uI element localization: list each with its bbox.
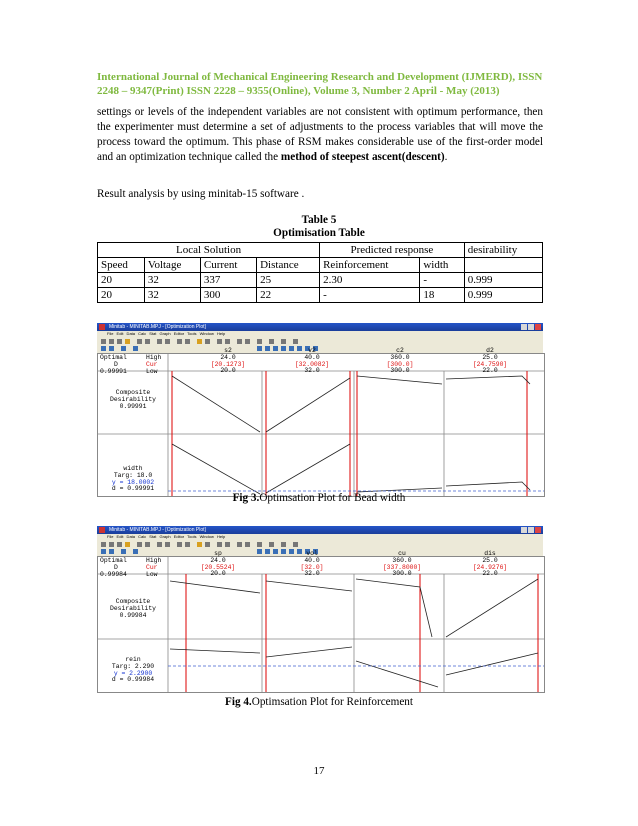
tool-icon[interactable] — [197, 542, 202, 547]
fig4-window-buttons — [521, 527, 541, 533]
factor-current: [32.0082] — [294, 360, 330, 368]
fig4-caption-label: Fig 4. — [225, 696, 252, 708]
page-number: 17 — [313, 765, 325, 777]
minimize-icon[interactable] — [521, 527, 527, 533]
tool-icon[interactable] — [121, 549, 126, 554]
tool-icon[interactable] — [237, 542, 242, 547]
fig4-caption — [0, 696, 638, 708]
table-title: Optimisation Table — [273, 227, 365, 239]
tool-icon[interactable] — [125, 339, 130, 344]
factor-current: [24.9276] — [472, 563, 508, 571]
fig3-optimization-plot — [97, 347, 545, 497]
tool-icon[interactable] — [205, 339, 210, 344]
factor-low: 300.0 — [392, 570, 412, 578]
tool-icon[interactable] — [101, 542, 106, 547]
tool-icon[interactable] — [109, 549, 114, 554]
fig4-menubar[interactable]: File Edit Data Calc Stat Graph Editor Tools Window Help — [97, 534, 543, 540]
col-width: width — [420, 258, 464, 273]
factor-name: dis — [484, 550, 496, 557]
minimize-icon[interactable] — [521, 324, 527, 330]
table-caption: Table 5 — [301, 214, 337, 226]
table-cell: 32 — [144, 273, 200, 288]
fig3-level-labels — [146, 355, 161, 375]
factor-name: v2 — [308, 347, 316, 354]
col-desirability — [464, 258, 542, 273]
response-name: rein — [125, 656, 141, 663]
table-cell: 20 — [98, 273, 145, 288]
fig4-d-value: 0.99984 — [100, 570, 127, 578]
group-desirability: desirability — [464, 243, 542, 258]
group-local-solution: Local Solution — [98, 243, 320, 258]
tool-icon[interactable] — [257, 339, 262, 344]
factor-high: 25.0 — [482, 353, 498, 361]
tool-icon[interactable] — [273, 549, 278, 554]
table-header-row — [98, 258, 543, 273]
factor-name: cu — [398, 550, 406, 557]
tool-icon[interactable] — [157, 542, 162, 547]
factor-low: 22.0 — [482, 367, 498, 375]
fig4-d-label: D — [114, 563, 118, 571]
composite-label: Composite — [115, 389, 151, 396]
response-y: y = 2.2900 — [113, 669, 153, 677]
fig3-window-title: Minitab - MINITAB.MPJ - [Optimization Plot] — [109, 324, 206, 330]
fig3-caption — [0, 492, 638, 504]
close-icon[interactable] — [535, 527, 541, 533]
tool-icon[interactable] — [125, 542, 130, 547]
col-speed: Speed — [98, 258, 145, 273]
maximize-icon[interactable] — [528, 324, 534, 330]
fig3-menubar[interactable]: File Edit Data Calc Stat Graph Editor Tools Window Help — [97, 331, 543, 337]
tool-icon[interactable] — [269, 542, 274, 547]
tool-icon[interactable] — [225, 339, 230, 344]
table-row — [98, 288, 543, 303]
factor-name: sp — [214, 550, 222, 557]
tool-icon[interactable] — [177, 339, 182, 344]
tool-icon[interactable] — [133, 346, 138, 351]
tool-icon[interactable] — [121, 346, 126, 351]
factor-low: 20.0 — [220, 367, 236, 375]
result-line: Result analysis by using minitab-15 software . — [97, 188, 305, 200]
optimisation-table — [97, 242, 543, 303]
response-y: y = 18.0002 — [111, 478, 155, 486]
table-cell: 0.999 — [464, 273, 542, 288]
factor-current: [300.0] — [386, 360, 414, 368]
fig4-response-block — [102, 657, 164, 684]
fig4-composite-block — [102, 599, 164, 619]
fig3-caption-text: Optimsation Plot for Bead width — [259, 492, 406, 504]
fig4-window-title: Minitab - MINITAB.MPJ - [Optimization Plot] — [109, 527, 206, 533]
tool-icon[interactable] — [257, 549, 262, 554]
tool-icon[interactable] — [145, 542, 150, 547]
factor-name: s2 — [224, 347, 232, 354]
composite-value: 0.99984 — [119, 611, 147, 619]
fig3-window-buttons — [521, 324, 541, 330]
table-cell: 2.30 — [320, 273, 420, 288]
tool-icon[interactable] — [281, 542, 286, 547]
response-target: Targ: 18.0 — [113, 471, 153, 479]
factor-high: 40.0 — [304, 556, 320, 564]
factor-low: 300.0 — [390, 367, 410, 375]
factor-high: 24.0 — [210, 556, 226, 564]
tool-icon[interactable] — [293, 542, 298, 547]
tool-icon[interactable] — [137, 542, 142, 547]
group-predicted-response: Predicted response — [320, 243, 465, 258]
tool-icon[interactable] — [109, 346, 114, 351]
tool-icon[interactable] — [217, 542, 222, 547]
table-cell: 20 — [98, 288, 145, 303]
tool-icon[interactable] — [165, 339, 170, 344]
factor-high: 360.0 — [392, 556, 412, 564]
fig3-titlebar — [97, 323, 543, 331]
factor-high: 360.0 — [390, 353, 410, 361]
fig3-composite-block — [102, 390, 164, 410]
table-cell: - — [320, 288, 420, 303]
factor-low: 32.0 — [304, 367, 320, 375]
desirability-label: Desirability — [109, 604, 157, 612]
col-reinforcement: Reinforcement — [320, 258, 420, 273]
tool-icon[interactable] — [197, 339, 202, 344]
fig4-level-labels — [146, 558, 161, 578]
fig4-optimal-label: Optimal — [100, 557, 127, 564]
fig4-cur-label: Cur — [146, 563, 158, 571]
fig4-factor-vol — [282, 551, 342, 578]
factor-current: [24.7590] — [472, 360, 508, 368]
minitab-app-icon — [99, 324, 105, 330]
fig3-factor-c2 — [370, 348, 430, 375]
composite-label: Composite — [115, 598, 151, 605]
factor-name: vol — [306, 550, 318, 557]
table-cell: 300 — [200, 288, 256, 303]
factor-high: 25.0 — [482, 556, 498, 564]
fig3-plot-grid — [98, 354, 544, 496]
fig4-factor-dis — [460, 551, 520, 578]
tool-icon[interactable] — [117, 339, 122, 344]
col-distance: Distance — [257, 258, 320, 273]
paragraph-end: . — [444, 151, 448, 163]
fig3-factor-s2 — [198, 348, 258, 375]
table-cell: 337 — [200, 273, 256, 288]
table-cell: - — [420, 273, 464, 288]
journal-header — [97, 70, 547, 98]
journal-header-line2: 2248 – 9347(Print) ISSN 2228 – 9355(Online), Volume 3, Number 2 April - May (2013) — [97, 85, 500, 97]
tool-icon[interactable] — [165, 542, 170, 547]
tool-icon[interactable] — [101, 339, 106, 344]
factor-current: [20.1273] — [210, 360, 246, 368]
fig4-titlebar — [97, 526, 543, 534]
response-target: Targ: 2.290 — [111, 662, 155, 670]
table-cell: 0.999 — [464, 288, 542, 303]
factor-current: [32.0] — [300, 563, 324, 571]
fig4-minitab-window — [97, 526, 543, 684]
factor-name: c2 — [396, 347, 404, 354]
tool-icon[interactable] — [281, 339, 286, 344]
factor-low: 32.0 — [304, 570, 320, 578]
fig3-optimal-block — [100, 355, 127, 375]
journal-header-line1: International Journal of Mechanical Engineering Research and Development (IJMERD), ISSN — [97, 71, 543, 83]
fig4-factor-sp — [188, 551, 248, 578]
fig3-d-value: 0.99991 — [100, 367, 127, 375]
table-row — [98, 273, 543, 288]
body-paragraph — [97, 105, 543, 165]
fig4-low-label: Low — [146, 570, 158, 578]
tool-icon[interactable] — [293, 339, 298, 344]
col-current: Current — [200, 258, 256, 273]
fig4-optimization-plot — [97, 550, 545, 693]
tool-icon[interactable] — [205, 542, 210, 547]
fig3-d-label: D — [114, 360, 118, 368]
tool-icon[interactable] — [273, 346, 278, 351]
factor-high: 24.0 — [220, 353, 236, 361]
tool-icon[interactable] — [117, 542, 122, 547]
tool-icon[interactable] — [265, 346, 270, 351]
fig3-response-block — [102, 466, 164, 493]
tool-icon[interactable] — [145, 339, 150, 344]
response-d: d = 0.99991 — [111, 485, 155, 493]
tool-icon[interactable] — [185, 339, 190, 344]
tool-icon[interactable] — [225, 542, 230, 547]
tool-icon[interactable] — [245, 339, 250, 344]
tool-icon[interactable] — [257, 542, 262, 547]
fig4-caption-text: Optimsation Plot for Reinforcement — [251, 696, 413, 708]
desirability-label: Desirability — [109, 395, 157, 403]
fig4-optimal-block — [100, 558, 127, 578]
table-cell: 22 — [257, 288, 320, 303]
fig4-high-label: High — [146, 557, 162, 564]
tool-icon[interactable] — [101, 346, 106, 351]
table-cell: 18 — [420, 288, 464, 303]
col-voltage: Voltage — [144, 258, 200, 273]
tool-icon[interactable] — [217, 339, 222, 344]
tool-icon[interactable] — [185, 542, 190, 547]
factor-current: [20.5524] — [200, 563, 236, 571]
tool-icon[interactable] — [237, 339, 242, 344]
fig3-factor-v2 — [282, 348, 342, 375]
factor-low: 22.0 — [482, 570, 498, 578]
tool-icon[interactable] — [137, 339, 142, 344]
response-d: d = 0.99984 — [111, 676, 155, 684]
tool-icon[interactable] — [157, 339, 162, 344]
fig3-low-label: Low — [146, 367, 158, 375]
tool-icon[interactable] — [101, 549, 106, 554]
tool-icon[interactable] — [177, 542, 182, 547]
composite-value: 0.99991 — [119, 402, 147, 410]
tool-icon[interactable] — [265, 549, 270, 554]
factor-current: [337.8000] — [382, 563, 422, 571]
fig3-minitab-window — [97, 323, 543, 493]
fig3-optimal-label: Optimal — [100, 354, 127, 361]
tool-icon[interactable] — [133, 549, 138, 554]
tool-icon[interactable] — [269, 339, 274, 344]
table-cell: 32 — [144, 288, 200, 303]
paragraph-text: settings or levels of the independent variables are not consistent with optimum performance, then the experimenter must determine a set of adjustments to the process variables that will move the process toward the optimum. This phase of RSM makes considerable use of the first-order model and an optimization technique called the — [97, 106, 543, 163]
tool-icon[interactable] — [109, 542, 114, 547]
table-group-row — [98, 243, 543, 258]
fig3-cur-label: Cur — [146, 360, 158, 368]
close-icon[interactable] — [535, 324, 541, 330]
table-cell: 25 — [257, 273, 320, 288]
fig3-high-label: High — [146, 354, 162, 361]
factor-low: 20.0 — [210, 570, 226, 578]
minitab-app-icon — [99, 527, 105, 533]
paragraph-bold-term: method of steepest ascent(descent) — [280, 151, 445, 163]
fig3-caption-label: Fig 3. — [232, 492, 260, 504]
factor-name: d2 — [486, 347, 494, 354]
tool-icon[interactable] — [245, 542, 250, 547]
fig4-factor-cu — [370, 551, 434, 578]
fig3-factor-d2 — [460, 348, 520, 375]
response-name: width — [123, 465, 143, 472]
maximize-icon[interactable] — [528, 527, 534, 533]
tool-icon[interactable] — [109, 339, 114, 344]
factor-high: 40.0 — [304, 353, 320, 361]
